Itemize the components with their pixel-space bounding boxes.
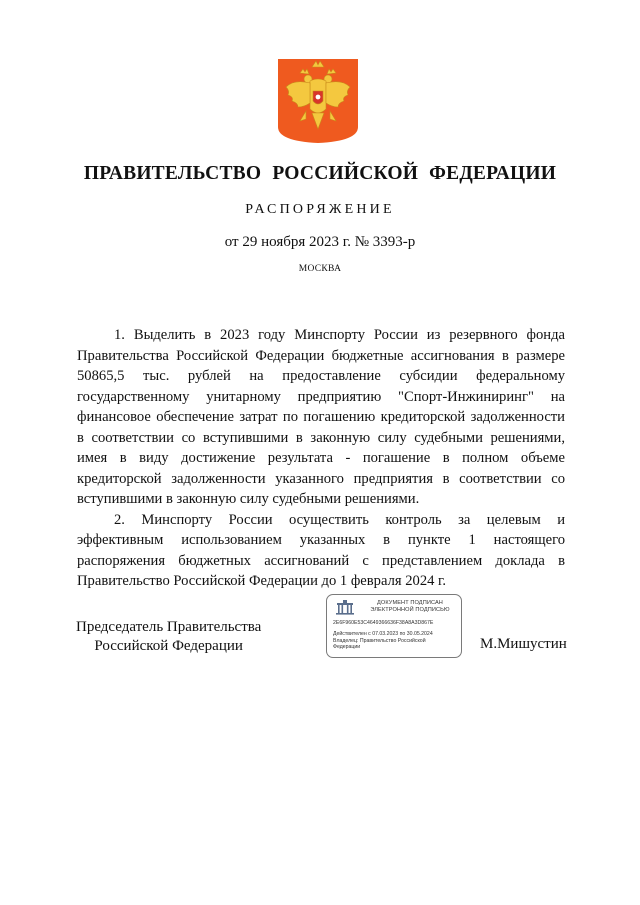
stamp-serial: 2E6F960E53C4649366636F38A8A3D867E bbox=[333, 620, 434, 626]
document-title: ПРАВИТЕЛЬСТВО РОССИЙСКОЙ ФЕДЕРАЦИИ bbox=[83, 163, 557, 184]
government-building-icon bbox=[334, 599, 356, 615]
document-date-number: от 29 ноября 2023 г. № 3393-р bbox=[224, 234, 416, 250]
stamp-heading bbox=[361, 600, 459, 614]
stamp-heading-line1: ДОКУМЕНТ ПОДПИСАН bbox=[377, 600, 443, 606]
signer-position bbox=[76, 618, 261, 656]
stamp-owner-line1: Владелец: Правительство Российской bbox=[333, 638, 426, 644]
stamp-validity: Действителен с 07.03.2023 по 30.05.2024 bbox=[333, 631, 433, 637]
signer-name: М.Мишустин bbox=[480, 636, 567, 652]
document-body bbox=[77, 325, 565, 592]
stamp-heading-line2: ЭЛЕКТРОННОЙ ПОДПИСЬЮ bbox=[370, 607, 450, 613]
electronic-signature-stamp bbox=[326, 594, 462, 658]
paragraph-2: 2. Минспорту России осуществить контроль за целевым и эффективным использованием указанных в пункте 1 настоящего распоряжения бюджетных ассигнований с представлением доклада в Правительство Российской Федерации до 1 февраля 2024 г. bbox=[77, 511, 565, 589]
document-type: РАСПОРЯЖЕНИЕ bbox=[245, 202, 395, 217]
document-city: МОСКВА bbox=[298, 264, 342, 274]
coat-of-arms-emblem bbox=[276, 57, 360, 145]
signer-position-line1: Председатель Правительства bbox=[76, 619, 262, 635]
signer-position-line2: Российской Федерации bbox=[94, 638, 243, 654]
stamp-owner-line2: Федерации bbox=[333, 644, 361, 650]
paragraph-1: 1. Выделить в 2023 году Минспорту России из резервного фонда Правительства Российской Федерации бюджетные ассигнования в размере 50865,5 тыс. рублей на предоставление субсидии федеральному государственному унитарному предприятию "Спорт-Инжиниринг" на финансовое обеспечение затрат по погашению кредиторской задолженности в соответствии со вступившими в законную силу судебными решениями, имея в виду достижение результата - погашение в полном объеме кредиторской задолженности указанного предприятия в соответствии со вступившими в законную силу судебными решениями. bbox=[77, 327, 565, 507]
